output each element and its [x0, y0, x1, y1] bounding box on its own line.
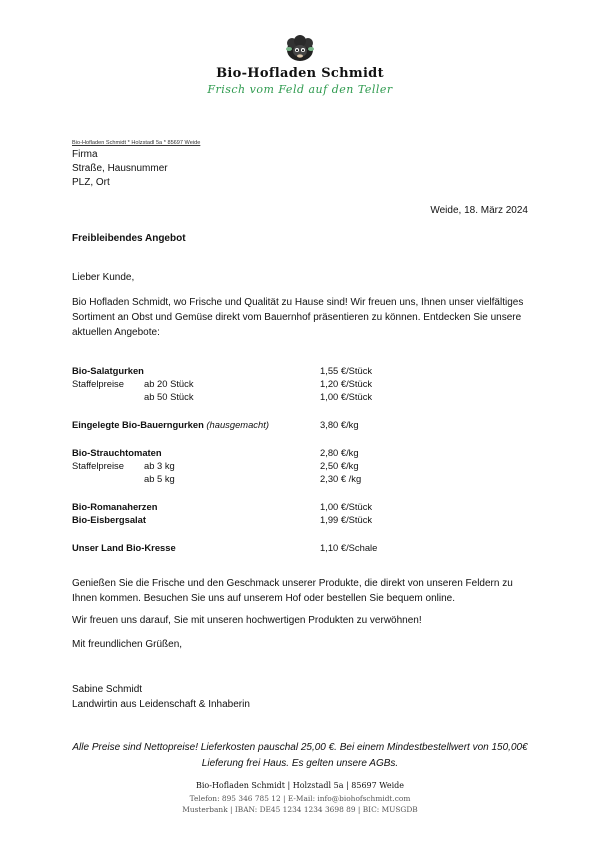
- offer-row: [72, 500, 532, 514]
- product-price: 2,80 €/kg: [320, 447, 359, 458]
- letter-subject: Freibleibendes Angebot: [72, 233, 186, 244]
- product-name: Bio-Strauchtomaten: [72, 447, 162, 458]
- tier-price: 1,00 €/Stück: [320, 391, 373, 402]
- tier-price: 1,20 €/Stück: [320, 378, 373, 389]
- tier-label: Staffelpreise: [72, 460, 124, 471]
- offer-row: [72, 377, 532, 391]
- offer-row: [72, 513, 532, 527]
- tier-price: 2,30 € /kg: [320, 473, 362, 484]
- tier-quantity: ab 3 kg: [144, 460, 175, 471]
- product-price: 3,80 €/kg: [320, 419, 359, 430]
- offer-row: [72, 472, 532, 486]
- product-price: 1,10 €/Schale: [320, 542, 378, 553]
- product-name: Bio-Romanaherzen: [72, 501, 158, 512]
- product-note: (hausgemacht): [206, 419, 269, 430]
- sender-line: Bio-Hofladen Schmidt * Holzstadl 5a * 85697 Weide: [72, 140, 201, 146]
- recipient-street: Straße, Hausnummer: [72, 163, 168, 174]
- footer-contact-block: [0, 793, 600, 815]
- product-name: Bio-Salatgurken: [72, 365, 144, 376]
- price-terms-note: Alle Preise sind Nettopreise! Lieferkosten pauschal 25,00 €. Bei einem Mindestbestellwert von 150,00€ Lieferung frei Haus. Es gelten unsere AGBs.: [72, 742, 528, 769]
- offer-row: [72, 364, 532, 378]
- tier-label: Staffelpreise: [72, 378, 124, 389]
- signature-title: Landwirtin aus Leidenschaft & Inhaberin: [72, 699, 250, 710]
- offer-row: [72, 541, 532, 555]
- tier-quantity: ab 20 Stück: [144, 378, 194, 389]
- salutation: Lieber Kunde,: [72, 272, 135, 283]
- product-name: Unser Land Bio-Kresse: [72, 542, 176, 553]
- signature-name: Sabine Schmidt: [72, 684, 143, 695]
- offer-row: [72, 446, 532, 460]
- tier-quantity: ab 50 Stück: [144, 391, 194, 402]
- closing-sentence: Wir freuen uns darauf, Sie mit unseren hochwertigen Produkten zu verwöhnen!: [72, 615, 422, 626]
- tier-price: 2,50 €/kg: [320, 460, 359, 471]
- sheep-icon: [284, 33, 316, 63]
- intro-paragraph: Bio Hofladen Schmidt, wo Frische und Qualität zu Hause sind! Wir freuen uns, Ihnen unser vielfältiges Sortiment an Obst und Gemüse direkt vom Bauernhof präsentieren zu können. Entdecken Sie unsere aktuellen Angebote:: [72, 297, 524, 338]
- footer-contact-line: Telefon: 895 346 785 12 | E-Mail: info@biohofschmidt.com: [189, 794, 411, 803]
- offer-row: [72, 390, 532, 404]
- product-price: 1,55 €/Stück: [320, 365, 373, 376]
- product-name: Eingelegte Bio-Bauerngurken: [72, 419, 204, 430]
- recipient-company: Firma: [72, 149, 98, 160]
- product-price: 1,99 €/Stück: [320, 514, 373, 525]
- closing-paragraph: Genießen Sie die Frische und den Geschmack unserer Produkte, die direkt von unseren Feldern zu Ihnen kommen. Besuchen Sie uns auf unserem Hof oder bestellen Sie bequem online.: [72, 578, 513, 604]
- product-name: Bio-Eisbergsalat: [72, 514, 146, 525]
- letter-date: Weide, 18. März 2024: [430, 205, 528, 216]
- footer-bank-line: Musterbank | IBAN: DE45 1234 1234 3698 89 | BIC: MUSGDB: [182, 805, 418, 814]
- recipient-city: PLZ, Ort: [72, 177, 110, 188]
- offer-row: [72, 418, 532, 432]
- product-price: 1,00 €/Stück: [320, 501, 373, 512]
- offer-row: [72, 459, 532, 473]
- company-name: Bio-Hofladen Schmidt: [216, 66, 384, 81]
- greeting: Mit freundlichen Grüßen,: [72, 639, 183, 650]
- tier-quantity: ab 5 kg: [144, 473, 175, 484]
- footer-company-line: Bio-Hofladen Schmidt | Holzstadl 5a | 85697 Weide: [195, 781, 404, 790]
- company-slogan: Frisch vom Feld auf den Teller: [207, 83, 393, 96]
